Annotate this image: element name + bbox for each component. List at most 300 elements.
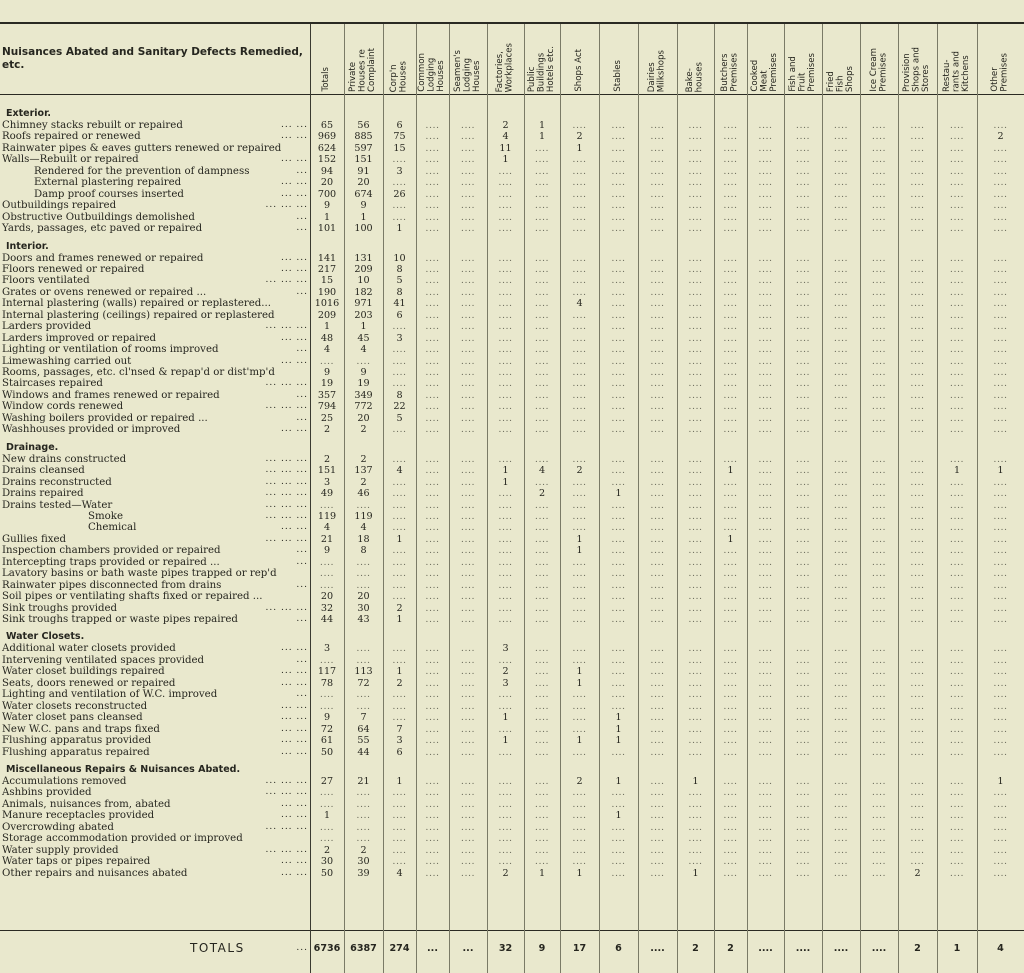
table-cell: 1	[727, 533, 734, 545]
table-cell: ....	[910, 120, 925, 131]
table-cell: ....	[949, 200, 965, 212]
table-cell: ....	[319, 556, 335, 568]
table-cell: ....	[758, 263, 773, 275]
table-cell: ....	[498, 367, 513, 378]
table-cell: ....	[758, 211, 773, 223]
totals-cell: ...	[427, 943, 438, 954]
table-cell: ....	[993, 643, 1008, 655]
table-cell: 1	[997, 465, 1004, 477]
table-cell: ....	[833, 735, 849, 747]
row-label: Larders improved or repaired	[2, 332, 156, 344]
table-cell: ....	[910, 401, 925, 413]
table-cell: ....	[833, 252, 849, 264]
table-cell: 4	[396, 465, 403, 477]
table-cell: ....	[871, 142, 887, 154]
table-cell: ....	[460, 367, 476, 378]
table-cell: ....	[949, 321, 965, 333]
totals-cell: ....	[650, 943, 665, 954]
table-cell: ....	[723, 263, 738, 275]
table-cell: 1	[576, 677, 583, 689]
table-cell: ....	[650, 775, 665, 787]
table-cell: ....	[795, 401, 811, 413]
table-cell: ....	[572, 401, 587, 413]
table-cell: ....	[949, 165, 965, 177]
table-cell: ....	[356, 821, 371, 833]
table-cell: ....	[795, 488, 811, 500]
table-cell: 101	[317, 223, 337, 235]
table-cell: ....	[949, 643, 965, 655]
table-cell: ....	[833, 131, 849, 143]
table-cell: ....	[723, 165, 738, 177]
table-cell: ....	[758, 798, 773, 810]
table-cell: ....	[650, 666, 665, 678]
table-cell: ....	[993, 275, 1008, 287]
table-cell: ....	[460, 412, 476, 424]
table-cell: ....	[356, 810, 371, 822]
table-cell: ....	[688, 120, 703, 131]
table-cell: ....	[319, 568, 335, 580]
table-cell: ....	[534, 223, 550, 235]
table-cell: 4	[323, 522, 331, 534]
table-cell: ....	[460, 252, 476, 264]
table-cell: ....	[425, 465, 440, 477]
table-cell: ....	[650, 476, 665, 488]
row-label: Outbuildings repaired	[2, 200, 117, 212]
table-cell: ....	[795, 453, 811, 465]
table-cell: ....	[688, 412, 703, 424]
row-label: Animals, nuisances from, abated	[2, 798, 171, 810]
table-cell: ....	[460, 321, 476, 333]
table-cell: ....	[611, 154, 626, 166]
table-cell: 2	[323, 424, 331, 436]
table-cell: ....	[460, 165, 476, 177]
table-cell: ....	[993, 263, 1008, 275]
table-cell: ....	[611, 677, 626, 689]
table-cell: 1	[360, 321, 367, 333]
table-cell: ....	[392, 654, 407, 666]
table-cell: 9	[360, 367, 367, 378]
table-cell: ....	[650, 367, 665, 378]
table-cell: 30	[357, 856, 370, 868]
table-cell: ....	[650, 465, 665, 477]
table-cell: ....	[498, 332, 513, 344]
totals-cell: ....	[871, 943, 887, 954]
table-cell: ....	[425, 821, 440, 833]
table-cell: ....	[723, 453, 738, 465]
table-cell: 151	[317, 465, 337, 477]
table-cell: ....	[460, 177, 476, 189]
column-header	[937, 28, 977, 92]
table-cell: ....	[993, 476, 1008, 488]
table-cell: ....	[611, 188, 626, 200]
table-cell: ....	[795, 200, 811, 212]
table-cell: ....	[758, 666, 773, 678]
table-cell: ....	[833, 591, 849, 603]
table-cell: ....	[993, 602, 1008, 614]
table-cell: ....	[833, 275, 849, 287]
table-cell: ....	[425, 131, 440, 143]
table-cell: ....	[650, 499, 665, 511]
table-cell: 1	[615, 712, 622, 724]
table-cell: ....	[993, 533, 1008, 545]
table-cell: ....	[460, 389, 476, 401]
totals-label: TOTALS	[190, 941, 245, 955]
table-cell: ....	[688, 556, 703, 568]
table-cell: ....	[723, 522, 738, 534]
table-cell: ....	[833, 424, 849, 436]
table-cell: 1	[692, 775, 699, 787]
table-cell: ....	[460, 378, 476, 390]
table-cell: ....	[572, 614, 587, 625]
table-cell: ....	[795, 689, 811, 701]
table-cell: ....	[758, 510, 773, 522]
row-leader-dots: ... ...	[280, 131, 308, 142]
table-cell: ....	[910, 177, 925, 189]
table-cell: ....	[460, 188, 476, 200]
column-header	[487, 28, 524, 92]
table-cell: ....	[723, 568, 738, 580]
column-header-label: Fish and Fruit Premises	[787, 53, 817, 92]
row-leader-dots: ... ... ...	[265, 378, 308, 389]
table-cell: ....	[572, 798, 587, 810]
table-cell: ....	[572, 654, 587, 666]
table-cell: ....	[460, 602, 476, 614]
table-cell: 1	[576, 867, 583, 879]
table-cell: 3	[502, 643, 509, 655]
table-cell: ....	[795, 556, 811, 568]
row-leader-dots: ... ...	[280, 522, 308, 533]
table-cell: 44	[320, 614, 334, 625]
table-cell: ....	[993, 424, 1008, 436]
table-cell: ....	[425, 556, 440, 568]
table-cell: ....	[949, 453, 965, 465]
table-cell: ....	[572, 476, 587, 488]
table-cell: ....	[910, 223, 925, 235]
table-cell: ....	[688, 453, 703, 465]
table-cell: 4	[576, 298, 583, 310]
table-cell: ....	[392, 211, 407, 223]
table-cell: ....	[425, 798, 440, 810]
table-cell: ....	[758, 389, 773, 401]
table-cell: ....	[871, 263, 887, 275]
table-cell: 46	[357, 488, 370, 500]
table-cell: ....	[993, 614, 1008, 625]
row-label: Flushing apparatus repaired	[2, 746, 150, 758]
table-cell: ....	[425, 389, 440, 401]
table-cell: ....	[356, 787, 371, 799]
row-label: Lighting and ventilation of W.C. improved	[2, 689, 218, 701]
table-cell: ....	[949, 223, 965, 235]
table-cell: ....	[650, 200, 665, 212]
table-cell: ....	[871, 735, 887, 747]
table-cell: ....	[949, 677, 965, 689]
table-cell: 19	[320, 378, 334, 390]
totals-cell: 9	[538, 943, 546, 954]
table-cell: ....	[534, 344, 550, 356]
table-cell: ....	[460, 275, 476, 287]
table-cell: ....	[498, 355, 513, 367]
table-cell: ....	[460, 286, 476, 298]
table-cell: ....	[688, 321, 703, 333]
table-cell: ....	[611, 666, 626, 678]
table-cell: ....	[356, 798, 371, 810]
column-header-label: Butchers Premises	[720, 53, 740, 92]
table-cell: ....	[833, 286, 849, 298]
table-cell: ....	[688, 798, 703, 810]
table-cell: ....	[871, 746, 887, 758]
table-cell: 597	[354, 142, 373, 154]
table-cell: ....	[723, 476, 738, 488]
row-leader-dots: ... ...	[280, 867, 308, 878]
table-cell: 30	[320, 856, 334, 868]
row-label: Yards, passages, etc paved or repaired	[2, 223, 203, 235]
table-cell: ....	[460, 142, 476, 154]
table-cell: 4	[323, 344, 331, 356]
table-cell: ....	[425, 844, 440, 856]
row-leader-dots: ... ...	[280, 666, 308, 677]
row-leader-dots: ... ...	[280, 798, 308, 809]
table-cell: ....	[611, 499, 626, 511]
table-cell: ....	[688, 252, 703, 264]
table-cell: 41	[393, 298, 406, 310]
table-cell: ....	[758, 488, 773, 500]
table-cell: ....	[758, 522, 773, 534]
table-cell: ....	[833, 602, 849, 614]
column-header	[714, 28, 747, 92]
table-cell: ....	[425, 263, 440, 275]
table-cell: ....	[425, 568, 440, 580]
table-cell: ....	[650, 712, 665, 724]
table-cell: ....	[833, 211, 849, 223]
table-cell: 21	[320, 533, 334, 545]
table-cell: ....	[795, 677, 811, 689]
table-cell: ....	[723, 700, 738, 712]
table-cell: ....	[833, 476, 849, 488]
table-cell: ....	[611, 568, 626, 580]
table-cell: ....	[650, 177, 665, 189]
table-cell: ....	[871, 556, 887, 568]
table-cell: ....	[871, 643, 887, 655]
table-cell: ....	[611, 700, 626, 712]
table-cell: ....	[723, 510, 738, 522]
table-cell: ....	[993, 746, 1008, 758]
table-cell: ....	[993, 309, 1008, 321]
section-heading: Miscellaneous Repairs & Nuisances Abated.	[6, 763, 241, 775]
table-cell: ....	[534, 298, 550, 310]
row-label: Smoke	[88, 510, 123, 522]
table-title: Nuisances Abated and Sanitary Defects Remedied, etc.	[2, 46, 303, 71]
table-cell: ....	[688, 263, 703, 275]
table-cell: ....	[723, 177, 738, 189]
table-cell: ....	[650, 131, 665, 143]
table-cell: ....	[871, 424, 887, 436]
table-cell: ....	[425, 424, 440, 436]
table-cell: ....	[949, 556, 965, 568]
table-cell: ....	[833, 465, 849, 477]
row-leader-dots: ... ... ...	[265, 465, 308, 476]
table-cell: ....	[910, 602, 925, 614]
table-cell: ....	[795, 602, 811, 614]
row-label: Doors and frames renewed or repaired	[2, 252, 204, 264]
row-leader-dots: ... ... ...	[265, 401, 308, 412]
table-cell: 48	[320, 332, 334, 344]
table-cell: ....	[910, 677, 925, 689]
table-cell: ....	[498, 821, 513, 833]
row-label: Limewashing carried out	[2, 355, 132, 367]
table-cell: ....	[795, 568, 811, 580]
table-cell: ....	[392, 476, 407, 488]
table-cell: ....	[611, 654, 626, 666]
table-cell: ....	[795, 263, 811, 275]
column-header-label: Public Buildings Hotels etc.	[526, 45, 556, 92]
table-cell: 50	[320, 746, 334, 758]
table-cell: ....	[871, 488, 887, 500]
table-cell: 39	[357, 867, 370, 879]
table-cell: ....	[425, 746, 440, 758]
table-cell: ....	[688, 142, 703, 154]
table-cell: ....	[795, 465, 811, 477]
table-cell: 1	[727, 465, 734, 477]
table-cell: ....	[910, 723, 925, 735]
table-cell: ....	[688, 389, 703, 401]
table-cell: ....	[460, 712, 476, 724]
table-cell: 113	[354, 666, 373, 678]
row-label: New W.C. pans and traps fixed	[2, 723, 160, 735]
table-cell: ....	[910, 332, 925, 344]
table-cell: ....	[650, 856, 665, 868]
table-cell: ....	[688, 568, 703, 580]
table-cell: ....	[425, 666, 440, 678]
table-cell: ....	[319, 689, 335, 701]
table-cell: ....	[688, 654, 703, 666]
table-cell: ....	[758, 321, 773, 333]
table-cell: 20	[357, 412, 370, 424]
table-cell: ....	[650, 689, 665, 701]
column-header-label: Cooked Meat Premises	[750, 53, 780, 92]
table-cell: 203	[354, 309, 373, 321]
table-cell: ....	[534, 401, 550, 413]
table-cell: ....	[572, 453, 587, 465]
row-leader-dots: ... ...	[280, 746, 308, 757]
row-label: Lavatory basins or bath waste pipes trapped or rep'd	[2, 568, 277, 580]
column-header-label: Corp'n Houses	[389, 60, 409, 92]
table-cell: ....	[949, 746, 965, 758]
table-cell: ....	[871, 533, 887, 545]
table-cell: 4	[502, 131, 509, 143]
table-cell: ....	[611, 453, 626, 465]
column-header	[784, 28, 822, 92]
table-cell: ....	[460, 309, 476, 321]
table-cell: ....	[572, 165, 587, 177]
table-cell: ....	[392, 499, 407, 511]
table-cell: ....	[993, 510, 1008, 522]
column-header-label: Other Premises	[990, 53, 1010, 92]
table-cell: 2	[502, 666, 509, 678]
table-cell: ....	[949, 389, 965, 401]
table-cell: 700	[317, 188, 337, 200]
table-cell: ....	[611, 177, 626, 189]
table-cell: ....	[949, 735, 965, 747]
table-cell: 2	[502, 867, 509, 879]
table-cell: ....	[871, 775, 887, 787]
table-cell: ....	[833, 775, 849, 787]
column-header-label: Fried Fish Shops	[825, 65, 855, 92]
table-cell: ....	[534, 787, 550, 799]
row-label: Drains repaired	[2, 488, 84, 500]
table-cell: ....	[949, 412, 965, 424]
table-cell: ....	[534, 309, 550, 321]
table-cell: ....	[795, 142, 811, 154]
table-cell: ....	[650, 556, 665, 568]
table-cell: ....	[611, 142, 626, 154]
table-cell: ....	[498, 568, 513, 580]
table-cell: ....	[534, 476, 550, 488]
table-cell: ....	[460, 643, 476, 655]
table-cell: ....	[611, 378, 626, 390]
table-cell: ....	[758, 401, 773, 413]
totals-cell: 4	[997, 943, 1004, 954]
table-cell: ....	[688, 579, 703, 591]
table-cell: 209	[354, 263, 373, 275]
table-cell: ....	[460, 401, 476, 413]
table-cell: ....	[425, 165, 440, 177]
table-cell: ....	[910, 810, 925, 822]
table-cell: ....	[688, 844, 703, 856]
table-cell: ....	[871, 614, 887, 625]
table-cell: ....	[356, 355, 371, 367]
totals-cell: ....	[833, 943, 849, 954]
table-cell: ....	[758, 378, 773, 390]
table-cell: ....	[871, 165, 887, 177]
table-cell: ....	[650, 120, 665, 131]
table-cell: ....	[949, 401, 965, 413]
table-cell: 969	[317, 131, 337, 143]
table-cell: ....	[871, 867, 887, 879]
table-cell: ....	[795, 389, 811, 401]
table-cell: ....	[795, 154, 811, 166]
table-cell: ....	[723, 712, 738, 724]
table-cell: ....	[993, 412, 1008, 424]
table-cell: ....	[723, 378, 738, 390]
table-cell: ....	[993, 568, 1008, 580]
table-cell: ....	[392, 689, 407, 701]
table-cell: 3	[323, 643, 331, 655]
table-cell: 2	[538, 488, 546, 500]
table-cell: ....	[723, 556, 738, 568]
table-cell: ....	[460, 545, 476, 557]
table-cell: 885	[354, 131, 373, 143]
table-cell: ....	[460, 355, 476, 367]
row-label: Internal plastering (walls) repaired or replastered...	[2, 298, 271, 310]
table-cell: ....	[392, 810, 407, 822]
row-leader-dots: ...	[296, 389, 308, 400]
table-cell: ....	[425, 355, 440, 367]
row-leader-dots: ... ... ...	[265, 200, 308, 211]
table-cell: ....	[758, 298, 773, 310]
table-cell: ....	[534, 775, 550, 787]
table-cell: ....	[534, 321, 550, 333]
table-cell: ....	[688, 712, 703, 724]
table-cell: ....	[795, 654, 811, 666]
table-cell: 119	[354, 510, 373, 522]
table-cell: ....	[723, 677, 738, 689]
table-cell: 100	[354, 223, 373, 235]
table-cell: ....	[534, 522, 550, 534]
table-cell: ....	[949, 821, 965, 833]
row-label: Sink troughs trapped or waste pipes repaired	[2, 614, 238, 625]
table-cell: ....	[611, 367, 626, 378]
table-cell: ....	[392, 177, 407, 189]
